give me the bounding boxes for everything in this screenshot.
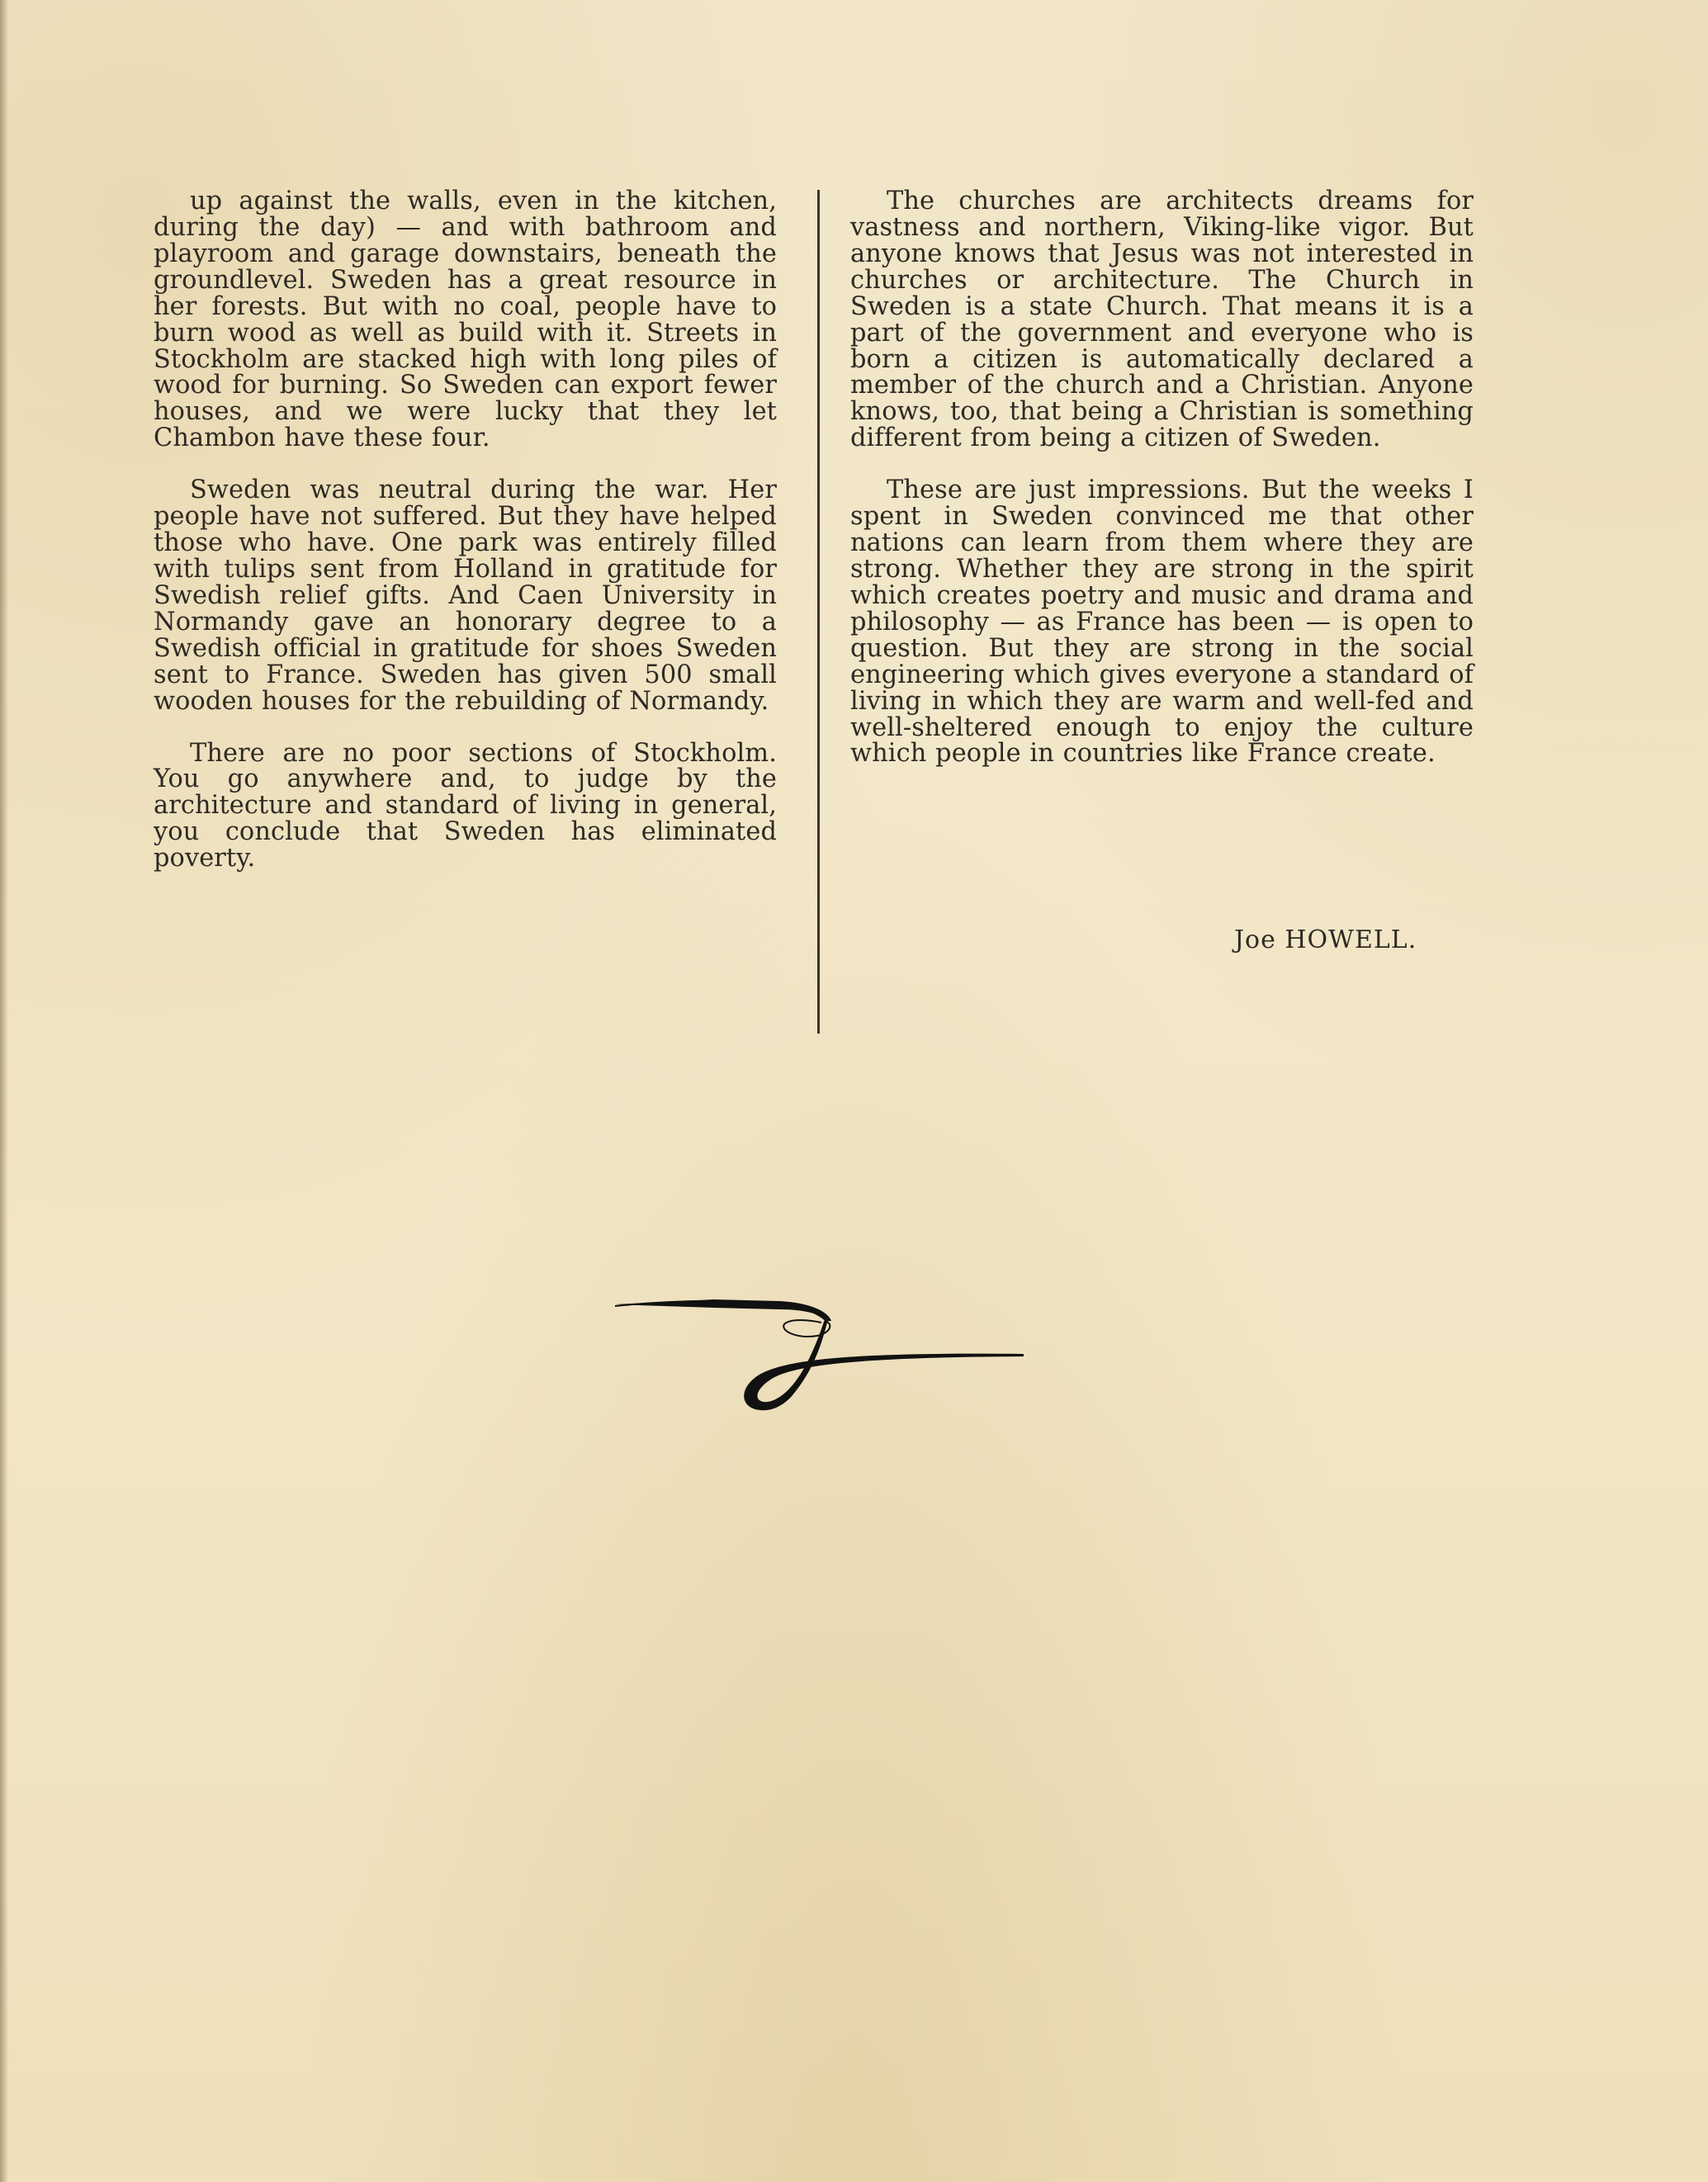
right-paragraph-1: The churches are architects dreams for vastness and northern, Viking-like vigor. But anyone knows that Jesus was not interested in churches or architecture. The Church in Sweden is a state Church. That means it is a part of the government and everyone who is born a citizen is automatically declared a member of the church and a Christian. Anyone knows, too, that being a Christian is something different from being a citizen of Sweden. [850, 187, 1474, 453]
flourish-ornament-icon [615, 1288, 1028, 1428]
right-paragraph-2: These are just impressions. But the weeks I spent in Sweden convinced me that other nations can learn from them where they are strong. Whether they are strong in the spirit which creates poetry and music and drama and philosophy — as France has been — is open to question. But they are strong in the social engineering which gives everyone a standard of living in which they are warm and well-fed and well-sheltered enough to enjoy the culture which people in countries like France create. [850, 476, 1474, 769]
author-signature: Joe HOWELL. [1234, 925, 1417, 954]
column-divider [817, 190, 820, 1034]
left-paragraph-3: There are no poor sections of Stockholm. You go anywhere and, to judge by the architecture and standard of living in general, you conclude that Sweden has eliminated poverty. [154, 738, 777, 873]
page-edge-shadow [0, 0, 8, 2182]
right-column [850, 188, 1474, 793]
left-column [154, 188, 777, 897]
left-paragraph-1: up against the walls, even in the kitchen, during the day) — and with bathroom and playroom and garage downstairs, beneath the groundlevel. Sweden has a great resource in her forests. But with no coal, people have to burn wood as well as build with it. Streets in Stockholm are stacked high with long piles of wood for burning. So Sweden can export fewer houses, and we were lucky that they let Chambon have these four. [154, 187, 777, 453]
left-paragraph-2: Sweden was neutral during the war. Her people have not suffered. But they have helped those who have. One park was entirely filled with tulips sent from Holland in gratitude for Swedish relief gifts. And Caen University in Normandy gave an honorary degree to a Swedish official in gratitude for shoes Sweden sent to France. Sweden has given 500 small wooden houses for the rebuilding of Normandy. [154, 476, 777, 716]
